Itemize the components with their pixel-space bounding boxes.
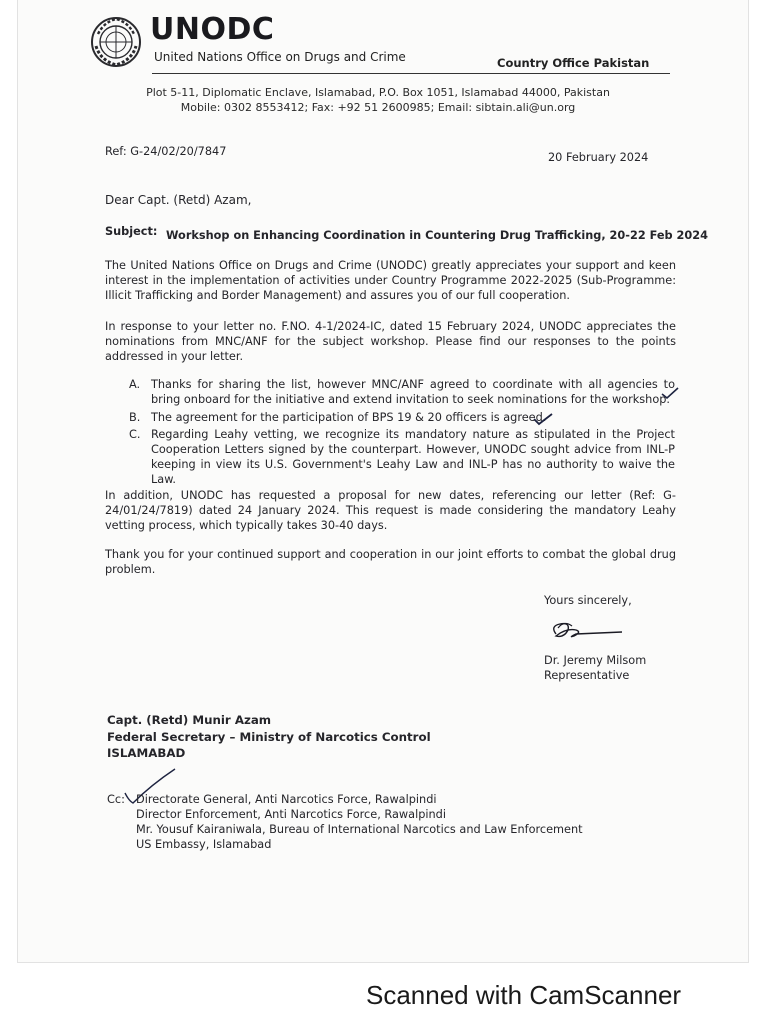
paragraph-response: In response to your letter no. F.NO. 4-1/2024-IC, dated 15 February 2024, UNODC appreciates the nominations from MNC/ANF for the subject workshop. Please find our responses to the points addressed in your letter. <box>105 320 676 363</box>
paragraph-intro: The United Nations Office on Drugs and Crime (UNODC) greatly appreciates your support and keen interest in the implementation of activities under Country Programme 2022-2025 (Sub-Programme: Illicit Trafficking and Border Management) and assures you of our full cooperation. <box>105 259 676 302</box>
reference-number: Ref: G-24/02/20/7847 <box>105 145 227 158</box>
cc-line: US Embassy, Islamabad <box>136 838 272 851</box>
recipient-name: Capt. (Retd) Munir Azam <box>107 713 272 727</box>
signer-title: Representative <box>544 669 630 682</box>
org-logo-wordmark: UNODC <box>150 12 275 47</box>
point-c-text: Regarding Leahy vetting, we recognize its mandatory nature as stipulated in the Project Cooperation Letters signed by the counterpart. However, UNODC sought advice from INL-P keeping in view its U.S. Government's Leahy Law and INL-P has no authority to waive the Law. <box>151 428 675 486</box>
point-a-text: Thanks for sharing the list, however MNC/ANF agreed to coordinate with all agencies to bring onboard for the initiative and extend invitation to seek nominations for the workshop. <box>151 378 675 406</box>
cc-label: Cc: <box>107 793 125 806</box>
subject-text: Workshop on Enhancing Coordination in Countering Drug Trafficking, 20-22 Feb 2024 <box>166 229 709 242</box>
closing: Yours sincerely, <box>544 594 632 607</box>
signature-icon <box>546 616 626 644</box>
subject-label: Subject: <box>105 225 158 238</box>
point-b-text: The agreement for the participation of BPS 19 & 20 officers is agreed. <box>151 411 547 424</box>
recipient-city: ISLAMABAD <box>107 746 186 760</box>
office-name: Country Office Pakistan <box>497 56 650 70</box>
signer-name: Dr. Jeremy Milsom <box>544 654 647 667</box>
letter-date: 20 February 2024 <box>548 151 649 164</box>
point-b-label: B. <box>129 411 141 424</box>
un-emblem-icon <box>90 16 142 68</box>
paragraph-new-dates: In addition, UNODC has requested a proposal for new dates, referencing our letter (Ref: G-24/01/24/7819) dated 24 January 2024. This request is made considering the mandatory Leahy vetting process, which typically takes 30-40 days. <box>105 489 676 532</box>
letterhead-divider <box>152 73 670 74</box>
handwritten-tick-icon <box>532 412 554 426</box>
point-a-label: A. <box>129 378 141 391</box>
cc-line: Director Enforcement, Anti Narcotics Force, Rawalpindi <box>136 808 446 821</box>
letter-page <box>18 0 748 962</box>
salutation: Dear Capt. (Retd) Azam, <box>105 193 252 207</box>
cc-line: Directorate General, Anti Narcotics Force, Rawalpindi <box>136 793 437 806</box>
address-line: Plot 5-11, Diplomatic Enclave, Islamabad, P.O. Box 1051, Islamabad 44000, Pakistan <box>146 86 610 99</box>
cc-line: Mr. Yousuf Kairaniwala, Bureau of International Narcotics and Law Enforcement <box>136 823 583 836</box>
contact-line: Mobile: 0302 8553412; Fax: +92 51 2600985; Email: sibtain.ali@un.org <box>180 101 576 114</box>
scanner-watermark: Scanned with CamScanner <box>366 980 682 1010</box>
recipient-title: Federal Secretary – Ministry of Narcotics Control <box>107 730 431 744</box>
paragraph-thanks: Thank you for your continued support and cooperation in our joint efforts to combat the global drug problem. <box>105 548 676 576</box>
handwritten-tick-icon <box>660 386 680 400</box>
point-c-label: C. <box>129 428 141 441</box>
org-full-name: United Nations Office on Drugs and Crime <box>154 50 406 64</box>
